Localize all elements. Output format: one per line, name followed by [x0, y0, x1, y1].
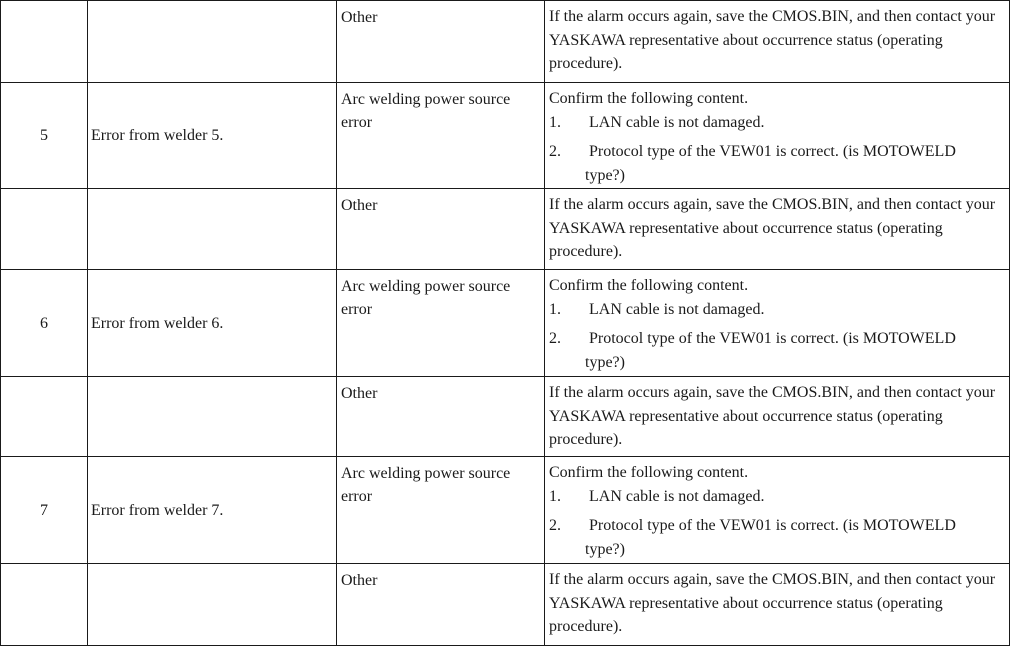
alarm-name-cell	[88, 457, 337, 564]
remedy-step	[549, 485, 1005, 509]
step-number: 2.	[549, 143, 561, 160]
remedy-text: If the alarm occurs again, save the CMOS.BIN, and then contact your YASKAWA representative about occurrence status (operating procedure).	[549, 196, 996, 260]
step-text	[585, 327, 1005, 374]
remedy-cell	[545, 83, 1010, 189]
remedy-cell	[545, 1, 1010, 83]
alarm-name-cell	[88, 83, 337, 189]
alarm-number: 6	[40, 314, 48, 332]
alarm-name-cell	[88, 1, 337, 83]
alarm-name-cell	[88, 270, 337, 377]
alarm-name-cell	[88, 189, 337, 270]
remedy-step	[549, 111, 1005, 135]
table-row	[1, 270, 1010, 377]
step-text	[585, 140, 1005, 187]
alarm-name: Error from welder 7.	[91, 501, 224, 519]
table-row	[1, 83, 1010, 189]
remedy-intro: Confirm the following content.	[549, 277, 749, 294]
alarm-number-cell	[1, 83, 88, 189]
alarm-number: 7	[40, 501, 48, 519]
step-number: 1.	[549, 300, 561, 318]
step-number: 2.	[549, 517, 561, 534]
step-text-line: type?)	[585, 166, 625, 184]
cause-text: Arc welding power source error	[341, 278, 511, 318]
remedy-text: If the alarm occurs again, save the CMOS.BIN, and then contact your YASKAWA representative about occurrence status (operating procedure).	[549, 384, 996, 448]
step-text: LAN cable is not damaged.	[589, 113, 765, 131]
cause-text: Other	[341, 197, 378, 214]
remedy-step	[549, 514, 1005, 561]
table-row	[1, 1, 1010, 83]
step-text-line: Protocol type of the VEW01 is correct. (is MOTOWELD	[589, 517, 956, 534]
alarm-number-cell	[1, 457, 88, 564]
alarm-number-cell	[1, 1, 88, 83]
remedy-cell	[545, 270, 1010, 377]
cause-cell	[337, 1, 545, 83]
alarm-number: 5	[40, 127, 48, 144]
table-row	[1, 377, 1010, 457]
alarm-name: Error from welder 6.	[91, 314, 224, 332]
cause-text: Arc welding power source error	[341, 465, 511, 505]
alarm-number-cell	[1, 189, 88, 270]
cause-cell	[337, 377, 545, 457]
table-row	[1, 457, 1010, 564]
remedy-step	[549, 327, 1005, 374]
step-number: 1.	[549, 487, 561, 505]
step-text: LAN cable is not damaged.	[589, 300, 765, 318]
table-row	[1, 189, 1010, 270]
remedy-intro: Confirm the following content.	[549, 90, 749, 107]
cause-cell	[337, 189, 545, 270]
alarm-number-cell	[1, 564, 88, 646]
remedy-cell	[545, 377, 1010, 457]
step-text	[585, 514, 1005, 561]
step-text-line: type?)	[585, 353, 625, 371]
step-number: 1.	[549, 113, 561, 131]
alarm-name-cell	[88, 564, 337, 646]
cause-text: Arc welding power source error	[341, 91, 511, 131]
cause-cell	[337, 83, 545, 189]
remedy-text: If the alarm occurs again, save the CMOS.BIN, and then contact your YASKAWA representative about occurrence status (operating procedure).	[549, 8, 996, 72]
step-text-line: type?)	[585, 540, 625, 558]
alarm-number-cell	[1, 270, 88, 377]
remedy-step	[549, 140, 1005, 187]
remedy-cell	[545, 189, 1010, 270]
step-number: 2.	[549, 330, 561, 347]
cause-text: Other	[341, 9, 378, 26]
remedy-cell	[545, 457, 1010, 564]
table-row	[1, 564, 1010, 646]
cause-cell	[337, 270, 545, 377]
cause-text: Other	[341, 385, 378, 402]
cause-cell	[337, 564, 545, 646]
step-text-line: Protocol type of the VEW01 is correct. (is MOTOWELD	[589, 330, 956, 347]
remedy-text: If the alarm occurs again, save the CMOS.BIN, and then contact your YASKAWA representative about occurrence status (operating procedure).	[549, 571, 996, 635]
alarm-name: Error from welder 5.	[91, 127, 224, 144]
step-text: LAN cable is not damaged.	[589, 487, 765, 505]
cause-cell	[337, 457, 545, 564]
alarm-number-cell	[1, 377, 88, 457]
cause-text: Other	[341, 572, 378, 589]
alarm-name-cell	[88, 377, 337, 457]
step-text-line: Protocol type of the VEW01 is correct. (is MOTOWELD	[589, 143, 956, 160]
remedy-cell	[545, 564, 1010, 646]
remedy-intro: Confirm the following content.	[549, 464, 749, 481]
remedy-step	[549, 298, 1005, 322]
